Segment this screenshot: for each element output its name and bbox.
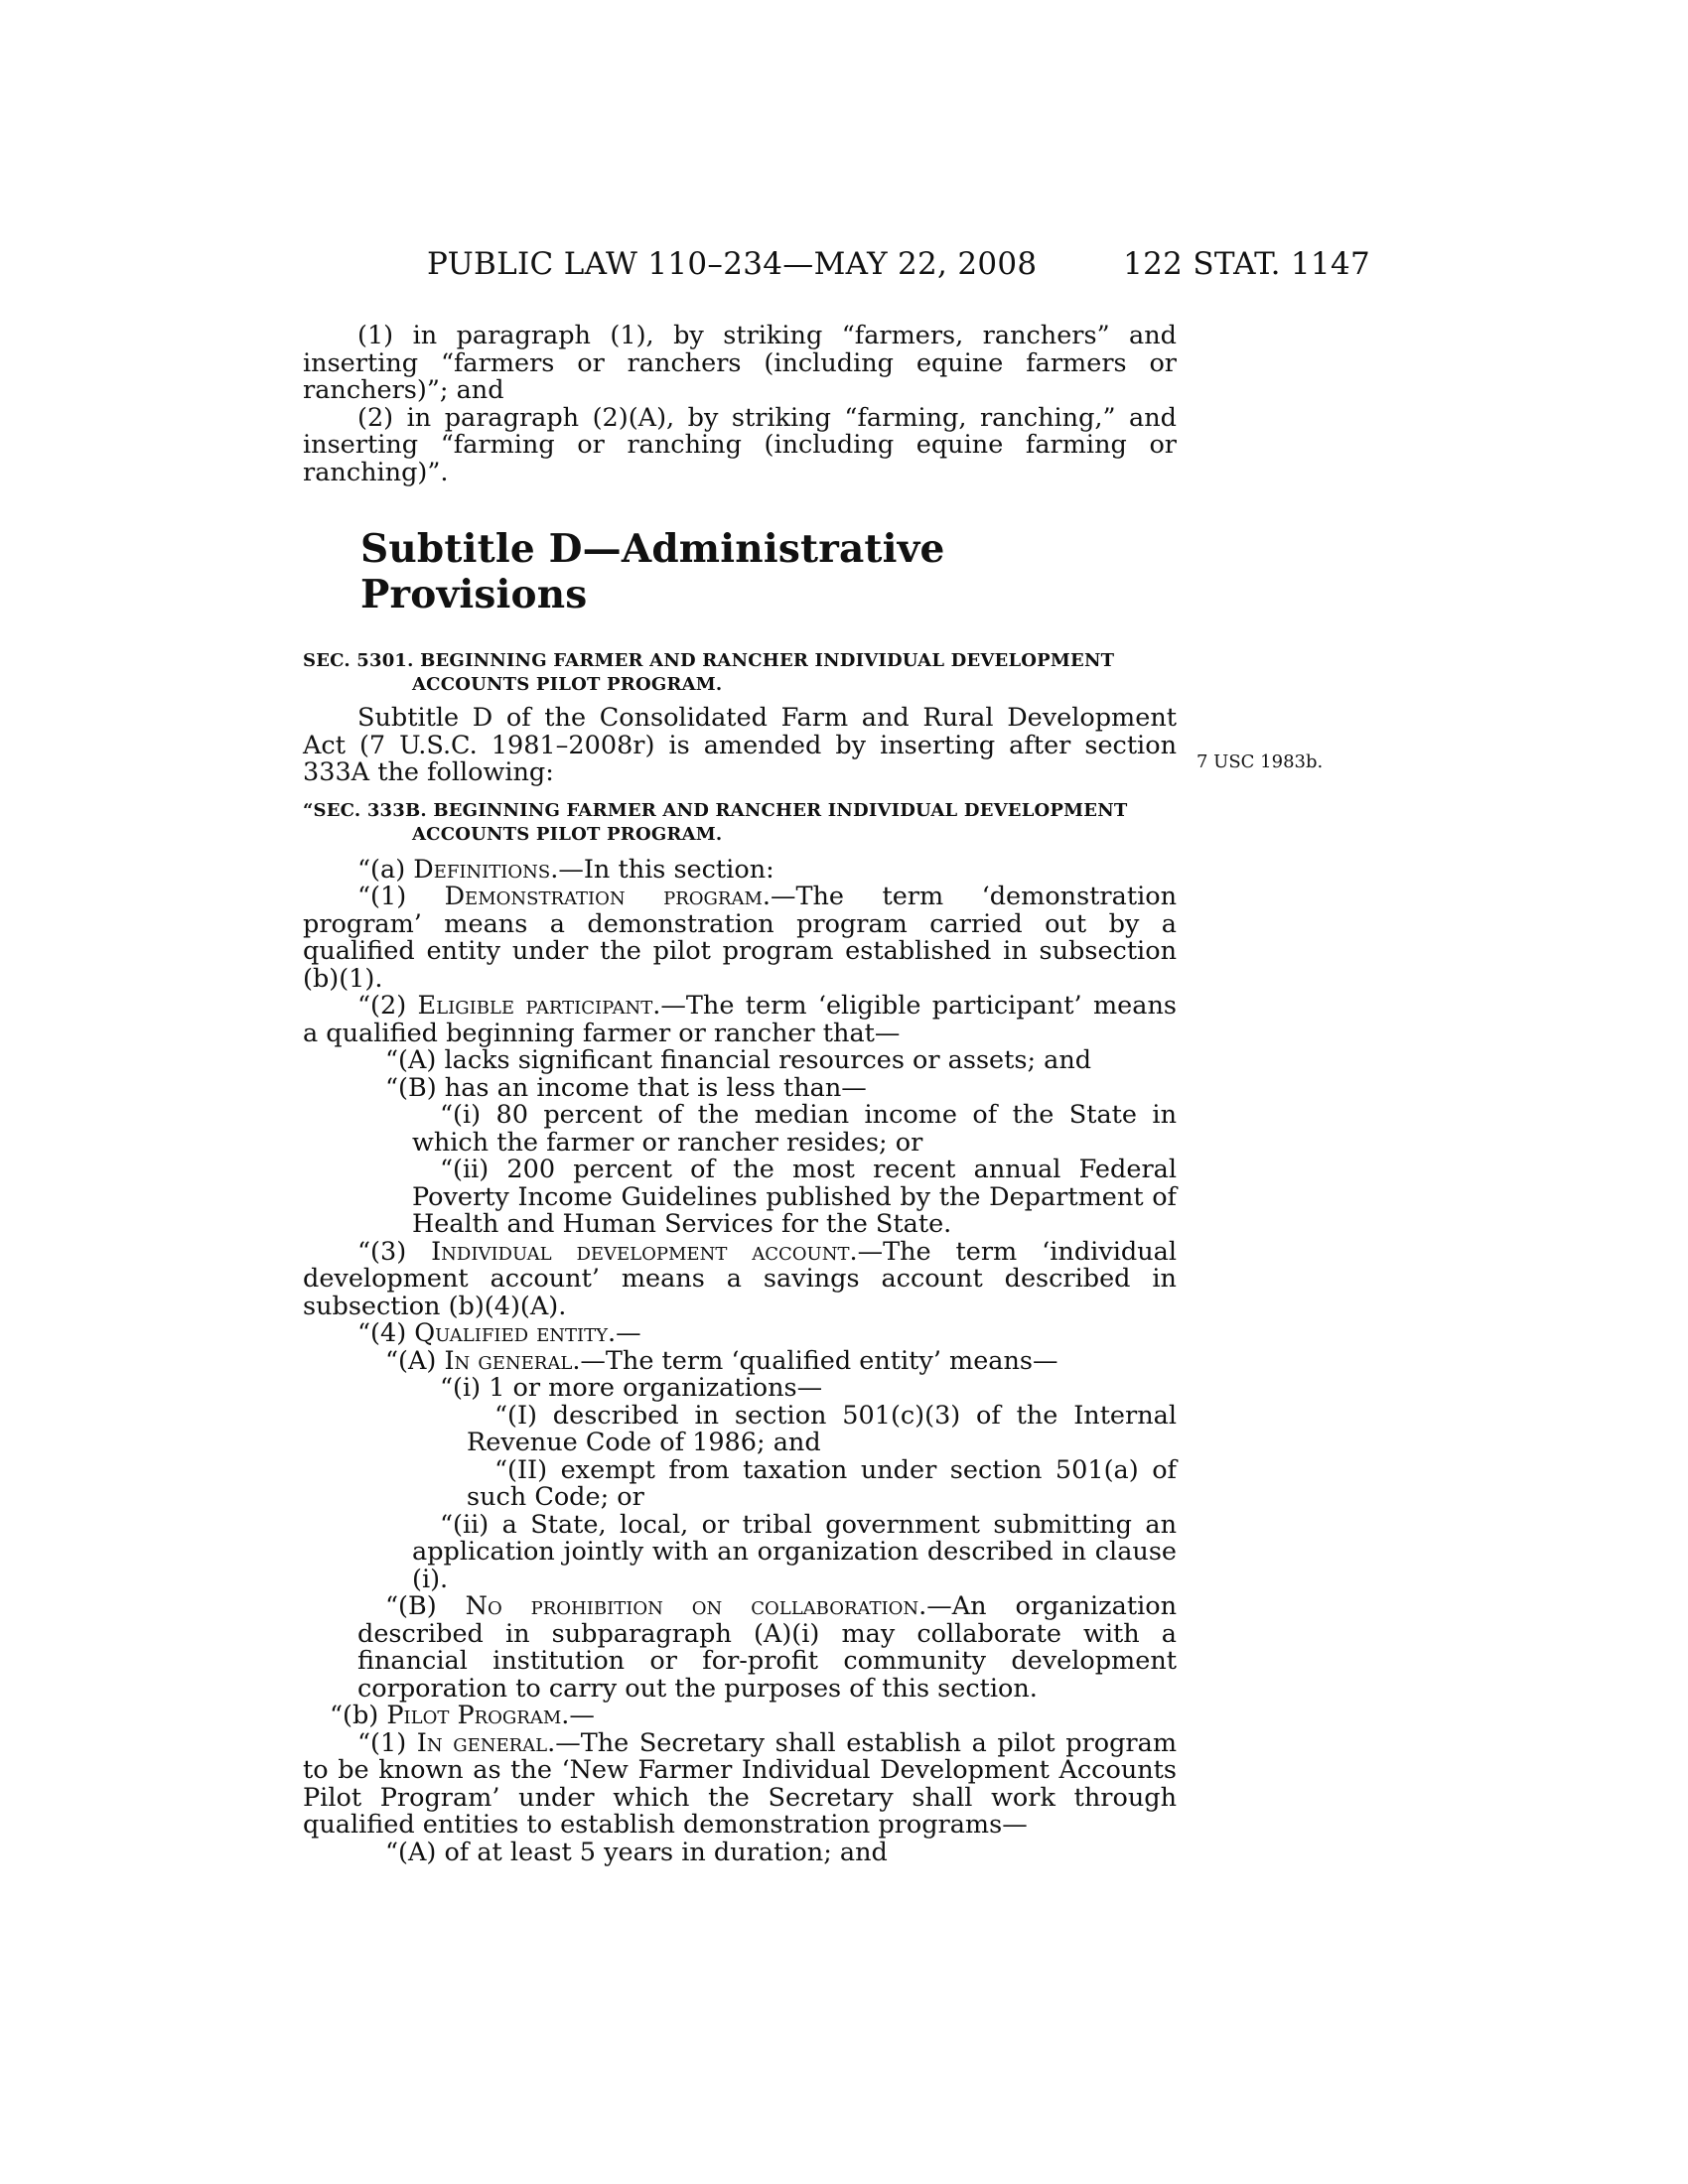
definition-2-b-ii: “(ii) 200 percent of the most recent annual Federal Poverty Income Guidelines published by the Department of Health and Human Services for the State. bbox=[412, 1155, 1177, 1239]
paragraph-1: (1) in paragraph (1), by striking “farmers, ranchers” and inserting “farmers or ranchers (including equine farmers or ranchers)”; and bbox=[303, 321, 1177, 405]
definition-4: “(4) Qualified entity.— bbox=[357, 1318, 641, 1348]
subsection-b: “(b) Pilot Program.— bbox=[330, 1701, 595, 1730]
section-333b-heading: “SEC. 333B. BEGINNING FARMER AND RANCHER INDIVIDUAL DEVELOPMENT ACCOUNTS PILOT PROGRAM. bbox=[303, 799, 1128, 845]
definition-4-a-i-I: “(I) described in section 501(c)(3) of the Internal Revenue Code of 1986; and bbox=[467, 1400, 1177, 1457]
definition-2: “(2) Eligible participant.—The term ‘eligible participant’ means a qualified beginning farmer or rancher that— bbox=[303, 991, 1177, 1048]
subsection-b-1-a: “(A) of at least 5 years in duration; and bbox=[385, 1837, 888, 1867]
definition-4-a-i-II: “(II) exempt from taxation under section 501(a) of such Code; or bbox=[467, 1454, 1177, 1512]
definition-2-a: “(A) lacks significant financial resources or assets; and bbox=[385, 1045, 1092, 1075]
definition-2-b-i: “(i) 80 percent of the median income of the State in which the farmer or rancher resides; or bbox=[412, 1100, 1177, 1158]
section-5301-text: Subtitle D of the Consolidated Farm and Rural Development Act (7 U.S.C. 1981–2008r) is amended by inserting after section 333A the following: bbox=[303, 703, 1177, 787]
paragraph-2: (2) in paragraph (2)(A), by striking “farming, ranching,” and inserting “farming or ranching (including equine farming or ranching)”. bbox=[303, 402, 1177, 487]
definition-4-b: “(B) No prohibition on collaboration.—An organization described in subparagraph (A)(i) may collaborate with a financial institution or for-profit community development corporation to carry out the purposes of this section. bbox=[357, 1591, 1178, 1704]
definition-2-b: “(B) has an income that is less than— bbox=[385, 1072, 867, 1103]
margin-citation: 7 USC 1983b. bbox=[1196, 751, 1324, 772]
subtitle-heading: Subtitle D—Administrative Provisions bbox=[360, 526, 945, 617]
subsection-b-1: “(1) In general.—The Secretary shall establish a pilot program to be known as the ‘New Farmer Individual Development Accounts Pilot Program’ under which the Secretary shall work through qualified entities to establish demonstration programs— bbox=[303, 1727, 1177, 1840]
subsection-a: “(a) Definitions.—In this section: bbox=[357, 854, 774, 885]
running-head-law: PUBLIC LAW 110–234—MAY 22, 2008 bbox=[427, 246, 1038, 282]
page-header bbox=[357, 246, 1370, 286]
section-5301-heading: SEC. 5301. BEGINNING FARMER AND RANCHER INDIVIDUAL DEVELOPMENT ACCOUNTS PILOT PROGRAM. bbox=[303, 650, 1115, 695]
definition-1: “(1) Demonstration program.—The term ‘demonstration program’ means a demonstration program carried out by a qualified entity under the pilot program established in subsection (b)(1). bbox=[303, 882, 1177, 994]
document-body bbox=[303, 323, 1177, 1866]
definition-3: “(3) Individual development account.—The term ‘individual development account’ means a savings account described in subsection (b)(4)(A). bbox=[303, 1236, 1177, 1321]
definition-4-a-i: “(i) 1 or more organizations— bbox=[440, 1373, 823, 1403]
definition-4-a-ii: “(ii) a State, local, or tribal government submitting an application jointly with an organization described in clause (i). bbox=[412, 1509, 1177, 1594]
running-head-stat: 122 STAT. 1147 bbox=[1123, 246, 1370, 282]
definition-4-a: “(A) In general.—The term ‘qualified entity’ means— bbox=[385, 1345, 1058, 1376]
